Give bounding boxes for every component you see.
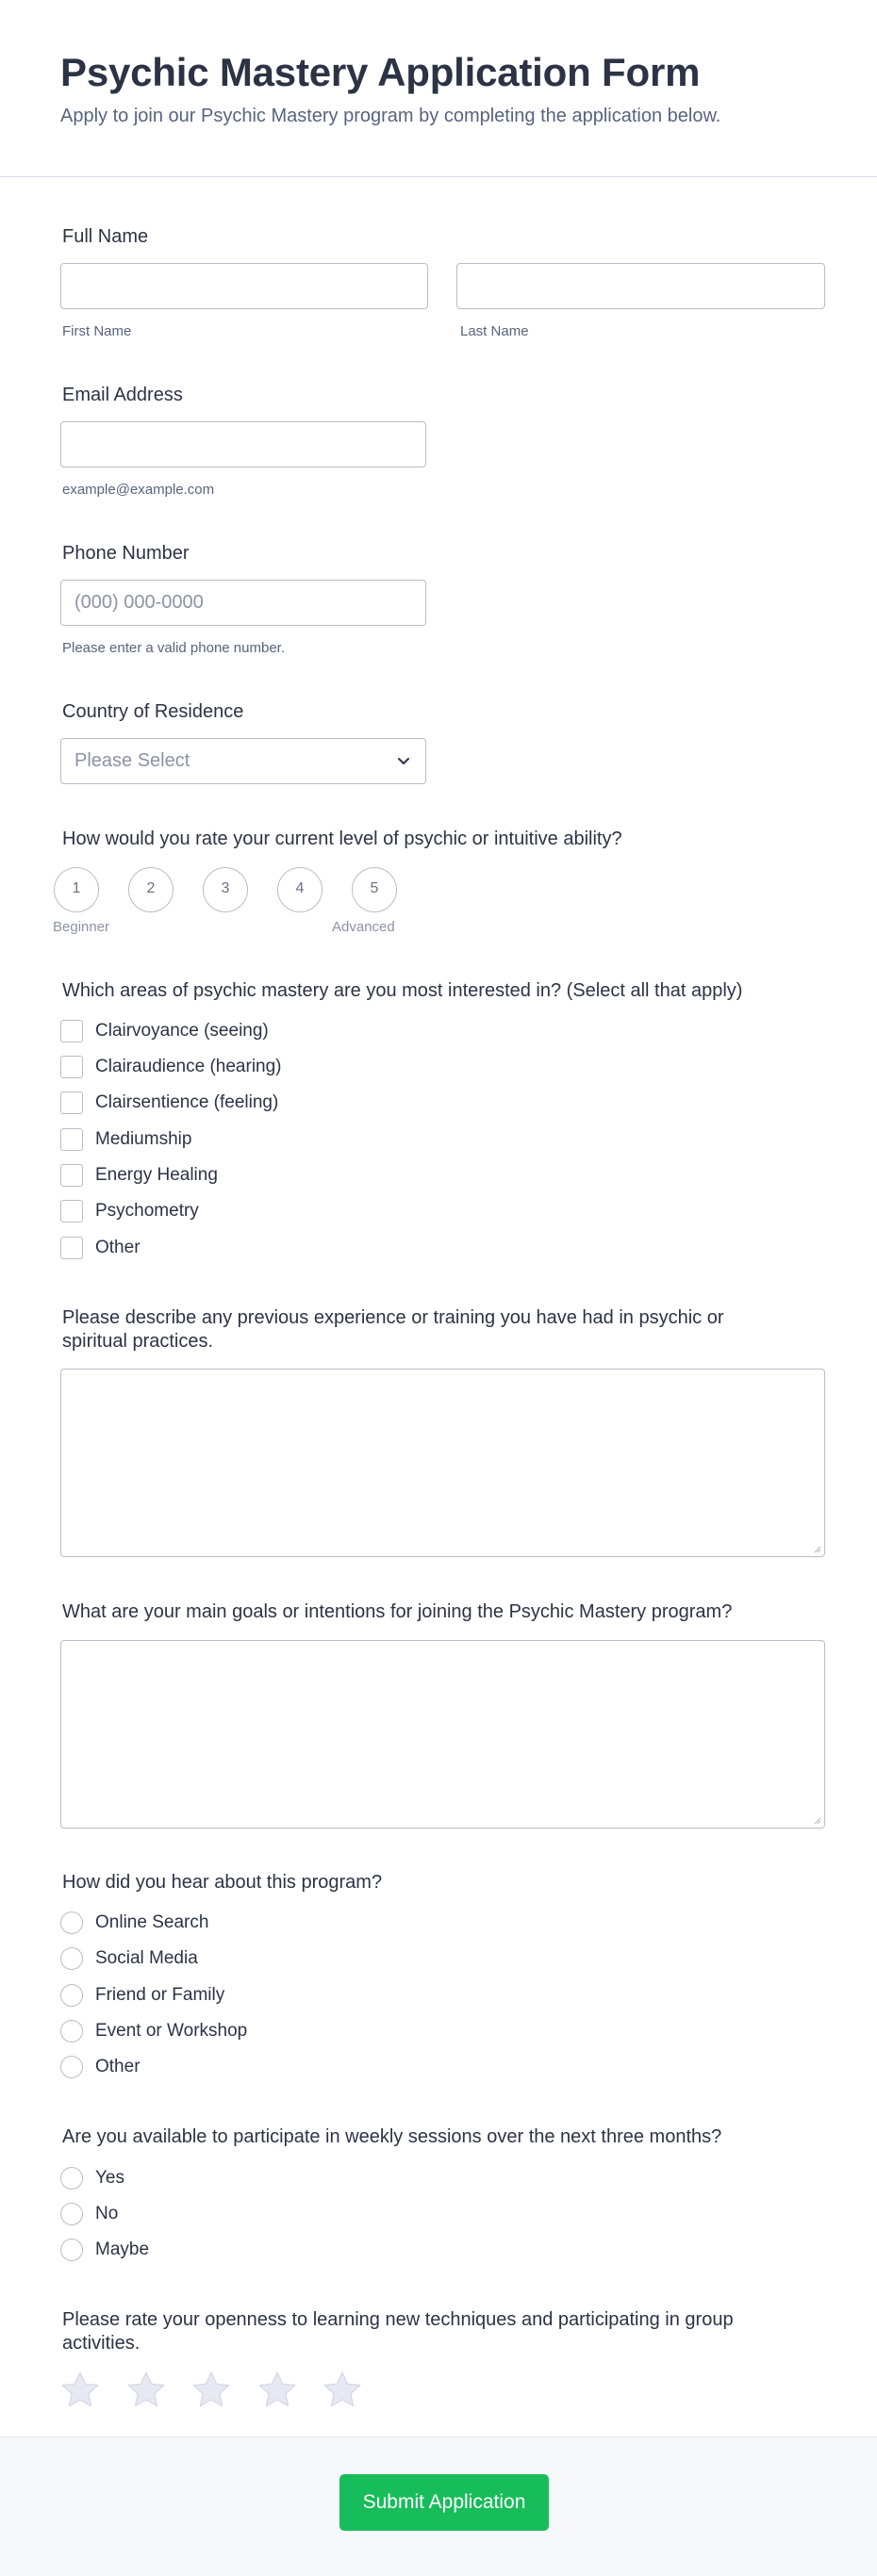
radio-label: No bbox=[95, 2204, 119, 2223]
radio-label: Event or Workshop bbox=[95, 2021, 248, 2041]
chevron-down-icon bbox=[395, 752, 412, 769]
checkbox-label: Clairvoyance (seeing) bbox=[95, 1021, 269, 1041]
radio-label: Online Search bbox=[95, 1912, 209, 1932]
availability-label: Are you available to participate in weekly sessions over the next three months? bbox=[62, 2126, 722, 2147]
phone-sublabel: Please enter a valid phone number. bbox=[62, 640, 285, 656]
checkbox-label: Other bbox=[95, 1238, 141, 1257]
full-name-label: Full Name bbox=[62, 226, 149, 247]
goals-label: What are your main goals or intentions for joining the Psychic Mastery program? bbox=[62, 1601, 733, 1622]
radio-label: Other bbox=[95, 2057, 141, 2076]
radio-label: Friend or Family bbox=[95, 1985, 225, 2005]
radio-social-media[interactable] bbox=[60, 1947, 83, 1970]
star-icon[interactable] bbox=[257, 2371, 297, 2408]
first-name-input[interactable] bbox=[60, 263, 428, 309]
phone-input[interactable] bbox=[60, 580, 426, 626]
radio-event-workshop[interactable] bbox=[60, 2020, 83, 2043]
radio-other[interactable] bbox=[60, 2056, 83, 2078]
star-icon[interactable] bbox=[323, 2371, 362, 2408]
form-title: Psychic Mastery Application Form bbox=[60, 50, 701, 94]
star-icon[interactable] bbox=[191, 2371, 231, 2408]
star-icon[interactable] bbox=[126, 2371, 166, 2408]
last-name-input[interactable] bbox=[456, 263, 825, 309]
country-select[interactable] bbox=[60, 738, 426, 784]
form-header bbox=[0, 0, 877, 177]
checkbox-label: Mediumship bbox=[95, 1129, 192, 1149]
checkbox-other[interactable] bbox=[60, 1237, 83, 1259]
form-body bbox=[0, 177, 877, 2397]
checkbox-label: Energy Healing bbox=[95, 1165, 218, 1185]
checkbox-clairvoyance[interactable] bbox=[60, 1020, 83, 1042]
referral-label: How did you hear about this program? bbox=[62, 1872, 383, 1893]
rating-option-label: 3 bbox=[221, 880, 230, 896]
phone-label: Phone Number bbox=[62, 543, 190, 564]
country-label: Country of Residence bbox=[62, 701, 244, 722]
email-sublabel: example@example.com bbox=[62, 482, 215, 498]
radio-friend-family[interactable] bbox=[60, 1984, 83, 2007]
email-label: Email Address bbox=[62, 385, 183, 405]
rating-option-4[interactable] bbox=[277, 867, 323, 912]
openness-label-line2: activities. bbox=[62, 2333, 141, 2354]
checkbox-energy-healing[interactable] bbox=[60, 1164, 83, 1187]
phone-placeholder: (000) 000-0000 bbox=[74, 592, 204, 613]
rating-option-1[interactable] bbox=[54, 867, 99, 912]
rating-option-label: 1 bbox=[72, 880, 81, 896]
country-selected-value: Please Select bbox=[74, 750, 190, 771]
star-icon[interactable] bbox=[60, 2371, 100, 2408]
form-subtitle: Apply to join our Psychic Mastery program by completing the application below. bbox=[60, 106, 721, 126]
checkbox-mediumship[interactable] bbox=[60, 1128, 83, 1151]
rating-option-5[interactable] bbox=[352, 867, 397, 912]
experience-label-line2: spiritual practices. bbox=[62, 1331, 214, 1352]
experience-textarea[interactable] bbox=[60, 1369, 825, 1557]
openness-label-line1: Please rate your openness to learning new techniques and participating in group bbox=[62, 2309, 734, 2330]
experience-label-line1: Please describe any previous experience or training you have had in psychic or bbox=[62, 1307, 724, 1328]
resize-grip-icon[interactable] bbox=[812, 1815, 821, 1825]
checkbox-label: Psychometry bbox=[95, 1201, 199, 1221]
resize-grip-icon[interactable] bbox=[812, 1544, 821, 1553]
submit-button[interactable]: Submit Application bbox=[339, 2474, 549, 2531]
rating-option-label: 2 bbox=[146, 880, 156, 896]
radio-label: Yes bbox=[95, 2168, 124, 2188]
radio-label: Maybe bbox=[95, 2240, 150, 2259]
rating-max-label: Advanced bbox=[332, 919, 395, 935]
last-name-sublabel: Last Name bbox=[460, 323, 529, 339]
checkbox-label: Clairsentience (feeling) bbox=[95, 1092, 279, 1112]
email-input[interactable] bbox=[60, 421, 426, 468]
checkbox-clairsentience[interactable] bbox=[60, 1091, 83, 1114]
radio-yes[interactable] bbox=[60, 2167, 83, 2190]
rating-min-label: Beginner bbox=[53, 919, 110, 935]
radio-maybe[interactable] bbox=[60, 2239, 83, 2261]
goals-textarea[interactable] bbox=[60, 1640, 825, 1829]
rating-option-label: 5 bbox=[370, 880, 379, 896]
radio-no[interactable] bbox=[60, 2203, 83, 2225]
radio-online-search[interactable] bbox=[60, 1911, 83, 1934]
interests-label: Which areas of psychic mastery are you most interested in? (Select all that apply) bbox=[62, 980, 743, 1001]
first-name-sublabel: First Name bbox=[62, 323, 132, 339]
checkbox-clairaudience[interactable] bbox=[60, 1056, 83, 1078]
checkbox-psychometry[interactable] bbox=[60, 1200, 83, 1222]
checkbox-label: Clairaudience (hearing) bbox=[95, 1057, 282, 1076]
rating-option-3[interactable] bbox=[203, 867, 248, 912]
rating-option-label: 4 bbox=[295, 880, 305, 896]
radio-label: Social Media bbox=[95, 1948, 198, 1968]
ability-rating-label: How would you rate your current level of psychic or intuitive ability? bbox=[62, 829, 622, 849]
rating-option-2[interactable] bbox=[128, 867, 174, 912]
